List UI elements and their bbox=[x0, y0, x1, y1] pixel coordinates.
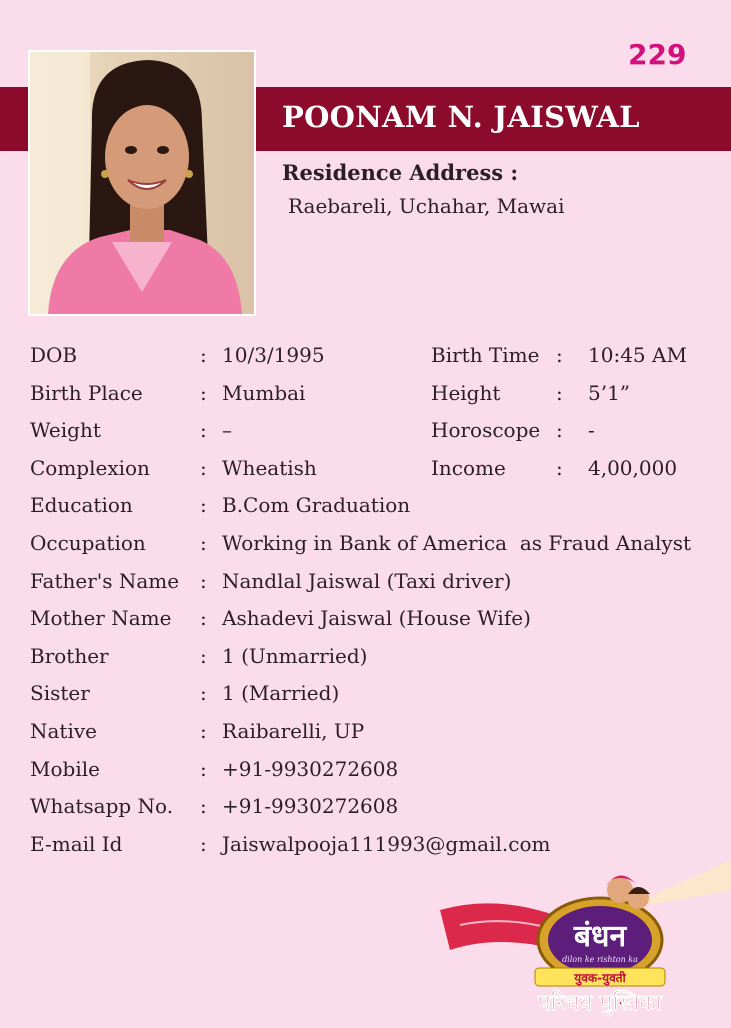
page-number: 229 bbox=[628, 38, 687, 71]
detail-label: E-mail Id bbox=[30, 831, 123, 856]
detail-row-education bbox=[30, 490, 720, 528]
detail-label: Whatsapp No. bbox=[30, 794, 174, 819]
detail-colon: : bbox=[200, 831, 207, 856]
detail-row-whatsapp bbox=[30, 791, 720, 829]
detail-colon: : bbox=[200, 493, 207, 518]
detail-label: Birth Place bbox=[30, 380, 143, 405]
detail-colon: : bbox=[200, 530, 207, 555]
detail-value: Raibarelli, UP bbox=[222, 718, 365, 743]
detail-colon: : bbox=[200, 643, 207, 668]
details-list bbox=[30, 340, 720, 866]
logo-brand: बंधन bbox=[573, 919, 627, 954]
portrait-illustration bbox=[30, 52, 254, 314]
logo-emblem bbox=[440, 850, 731, 1024]
detail-colon-secondary: : bbox=[556, 455, 563, 480]
detail-row-fathers-name bbox=[30, 566, 720, 604]
detail-label: Mobile bbox=[30, 756, 100, 781]
detail-value: 10/3/1995 bbox=[222, 343, 325, 367]
detail-value: 1 (Unmarried) bbox=[222, 643, 368, 668]
detail-value-secondary: 4,00,000 bbox=[588, 455, 678, 480]
detail-colon: : bbox=[200, 380, 207, 405]
detail-label-secondary: Horoscope bbox=[431, 418, 541, 443]
detail-colon: : bbox=[200, 681, 207, 706]
detail-row-native bbox=[30, 716, 720, 754]
detail-colon: : bbox=[200, 718, 207, 743]
detail-value: B.Com Graduation bbox=[222, 493, 411, 518]
detail-value-secondary: 10:45 AM bbox=[588, 343, 687, 367]
detail-label: Native bbox=[30, 718, 97, 743]
detail-colon: : bbox=[200, 606, 207, 631]
detail-row-occupation bbox=[30, 528, 720, 566]
detail-value: Mumbai bbox=[222, 380, 306, 405]
logo-title: परिचय पुस्तिका bbox=[538, 991, 662, 1016]
detail-label: Education bbox=[30, 493, 133, 518]
address-value: Raebareli, Uchahar, Mawai bbox=[288, 194, 565, 218]
profile-name: POONAM N. JAISWAL bbox=[282, 100, 640, 134]
detail-label: Sister bbox=[30, 681, 90, 706]
address-label: Residence Address : bbox=[282, 160, 519, 185]
detail-colon: : bbox=[200, 568, 207, 593]
detail-label-secondary: Income bbox=[431, 455, 506, 480]
logo-subtitle: युवक-युवती bbox=[574, 971, 626, 985]
detail-value: Ashadevi Jaiswal (House Wife) bbox=[222, 606, 531, 631]
detail-row-dob bbox=[30, 340, 720, 378]
detail-label-secondary: Birth Time bbox=[431, 343, 540, 367]
profile-photo bbox=[28, 50, 256, 316]
detail-row-sister bbox=[30, 678, 720, 716]
detail-value-secondary: - bbox=[588, 418, 595, 443]
detail-row-mobile bbox=[30, 754, 720, 792]
detail-label: Complexion bbox=[30, 455, 150, 480]
detail-row-complexion bbox=[30, 453, 720, 491]
detail-value: Working in Bank of America as Fraud Analyst bbox=[222, 530, 692, 555]
detail-value: Nandlal Jaiswal (Taxi driver) bbox=[222, 568, 512, 593]
detail-colon-secondary: : bbox=[556, 380, 563, 405]
bandhan-logo bbox=[440, 850, 731, 1024]
logo-tagline: dilon ke rishton ka bbox=[562, 955, 638, 964]
detail-label: DOB bbox=[30, 343, 78, 367]
detail-value: 1 (Married) bbox=[222, 681, 340, 706]
detail-value: – bbox=[222, 418, 232, 443]
detail-value: Jaiswalpooja111993@gmail.com bbox=[222, 831, 551, 856]
detail-row-birth-place bbox=[30, 378, 720, 416]
detail-colon: : bbox=[200, 418, 207, 443]
detail-value: Wheatish bbox=[222, 455, 317, 480]
detail-row-mother-name bbox=[30, 603, 720, 641]
detail-colon-secondary: : bbox=[556, 343, 563, 367]
detail-row-brother bbox=[30, 641, 720, 679]
detail-colon: : bbox=[200, 756, 207, 781]
detail-colon: : bbox=[200, 794, 207, 819]
detail-row-weight bbox=[30, 415, 720, 453]
detail-value-secondary: 5’1” bbox=[588, 380, 631, 405]
detail-value: +91-9930272608 bbox=[222, 756, 399, 781]
detail-label: Brother bbox=[30, 643, 109, 668]
detail-label: Weight bbox=[30, 418, 101, 443]
detail-colon-secondary: : bbox=[556, 418, 563, 443]
detail-label: Father's Name bbox=[30, 568, 180, 593]
detail-label: Occupation bbox=[30, 530, 146, 555]
detail-label-secondary: Height bbox=[431, 380, 501, 405]
detail-colon: : bbox=[200, 455, 207, 480]
detail-value: +91-9930272608 bbox=[222, 794, 399, 819]
detail-label: Mother Name bbox=[30, 606, 172, 631]
detail-colon: : bbox=[200, 343, 207, 367]
